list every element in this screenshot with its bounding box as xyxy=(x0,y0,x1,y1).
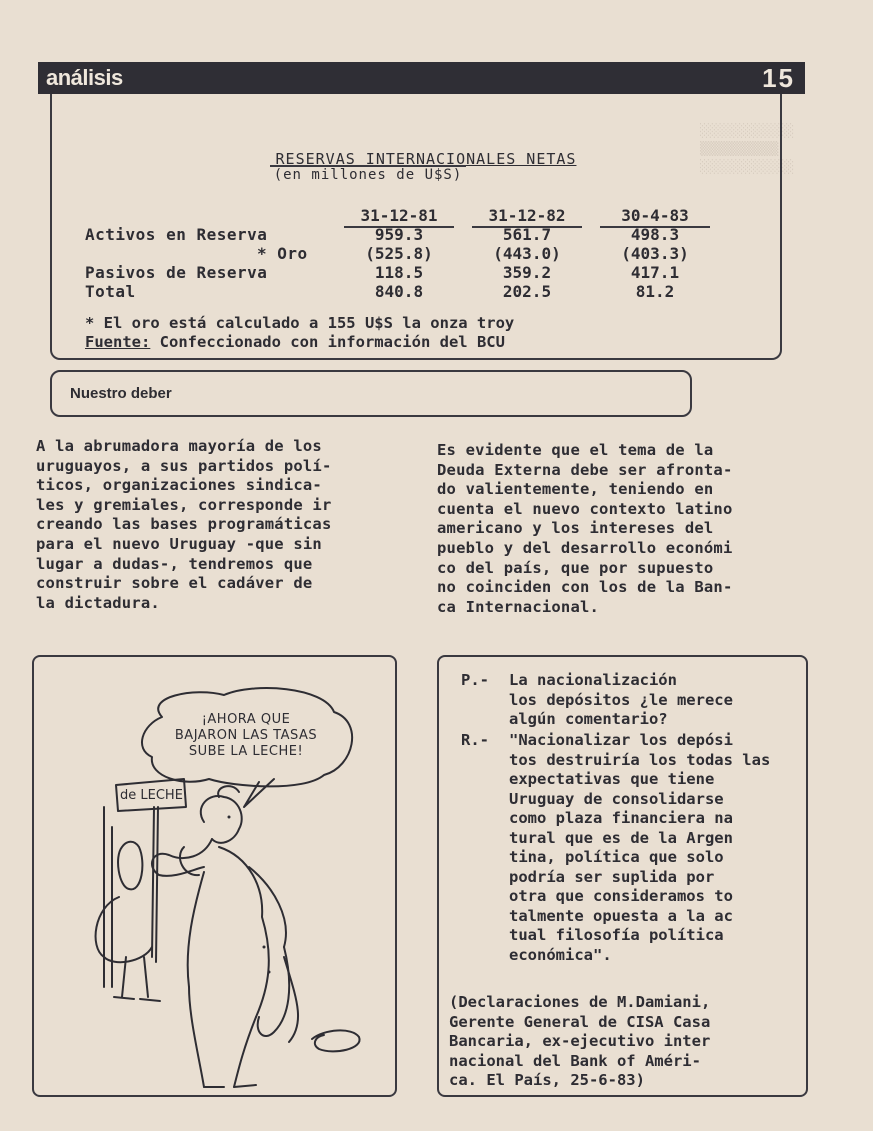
row-label-oro: * Oro xyxy=(257,244,308,263)
text-line: La nacionalización xyxy=(509,671,677,689)
bleed-through-texture: ░░░░░░░░░░░░ ▒▒▒▒▒▒▒▒▒▒ ░░░░░░░░░░░░ xyxy=(700,124,794,175)
column-header-2: 31-12-82 xyxy=(472,206,582,228)
table-cell: 359.2 xyxy=(502,263,552,282)
text-line: cuenta el nuevo contexto latino xyxy=(437,499,733,518)
section-heading: Nuestro deber xyxy=(70,385,172,402)
text-line: Gerente General de CISA Casa xyxy=(449,1012,711,1031)
header-bar xyxy=(38,62,805,94)
text-line: ticos, organizaciones sindica- xyxy=(36,476,322,495)
table-footnote: * El oro está calculado a 155 U$S la onza troy xyxy=(85,314,515,332)
text-line: podría ser suplida por xyxy=(509,867,715,886)
text-line: otra que consideramos to xyxy=(509,887,733,905)
interview-box xyxy=(437,655,808,1097)
text-line: expectativas que tiene xyxy=(509,770,715,788)
text-line: no coinciden con los de la Ban- xyxy=(437,578,733,597)
question-tag: P.- xyxy=(461,671,489,689)
text-line: tina, política que solo xyxy=(509,848,724,866)
reserves-table-box xyxy=(50,94,782,360)
text-line: lugar a dudas-, tendremos que xyxy=(36,554,313,573)
table-subtitle-wrap xyxy=(4,167,732,183)
shop-sign: de LECHE xyxy=(120,788,183,803)
text-line: americano y los intereses del xyxy=(437,519,714,538)
table-cell: 959.3 xyxy=(374,225,424,244)
text-line: para el nuevo Uruguay -que sin xyxy=(36,534,322,553)
text-line: tos destruiría los todas las xyxy=(509,750,771,769)
table-cell: (443.0) xyxy=(493,244,561,263)
text-line: como plaza financiera na xyxy=(509,809,733,827)
text-line: Bancaria, ex-ejecutivo inter xyxy=(449,1032,711,1050)
bubble-line: BAJARON LAS TASAS xyxy=(174,728,318,743)
speech-bubble-text xyxy=(146,712,346,760)
row-label-pasivos: Pasivos de Reserva xyxy=(85,263,268,282)
table-title: RESERVAS INTERNACIONALES NETAS xyxy=(275,150,577,168)
text-line: (Declaraciones de M.Damiani, xyxy=(449,993,711,1011)
bubble-line: SUBE LA LECHE! xyxy=(188,744,304,759)
text-line: les y gremiales, corresponde ir xyxy=(36,495,332,514)
column-header-1: 31-12-81 xyxy=(344,206,454,228)
table-cell: 498.3 xyxy=(630,225,680,244)
text-line: construir sobre el cadáver de xyxy=(36,574,313,593)
source-text: Confeccionado con información del BCU xyxy=(150,333,505,351)
table-cell: 118.5 xyxy=(374,263,424,282)
text-line: nacional del Bank of Améri- xyxy=(449,1051,701,1070)
right-column-text xyxy=(437,441,733,617)
text-line: tural que es de la Argen xyxy=(509,828,733,847)
text-line: Uruguay de consolidarse xyxy=(509,789,724,808)
bubble-line: ¡AHORA QUE xyxy=(201,712,291,727)
column-header-3: 30-4-83 xyxy=(600,206,710,228)
text-line: la dictadura. xyxy=(36,593,160,612)
text-line: A la abrumadora mayoría de los xyxy=(36,437,322,455)
text-line: pueblo y del desarrollo económi xyxy=(437,538,733,557)
table-cell: (525.8) xyxy=(365,244,433,263)
row-label-activos: Activos en Reserva xyxy=(85,225,268,244)
table-cell: 81.2 xyxy=(635,282,675,301)
table-subtitle: (en millones de U$S) xyxy=(270,165,467,183)
text-line: ca Internacional. xyxy=(437,597,600,616)
interview-source xyxy=(449,993,710,1091)
left-column-text xyxy=(36,437,332,613)
text-line: co del país, que por supuesto xyxy=(437,558,714,577)
cartoon-illustration xyxy=(32,655,397,1097)
table-cell: 202.5 xyxy=(502,282,552,301)
question-text xyxy=(509,671,733,730)
text-line: ca. El País, 25-6-83) xyxy=(449,1071,645,1089)
table-cell: 417.1 xyxy=(630,263,680,282)
text-line: tual filosofía política xyxy=(509,926,724,944)
text-line: económica". xyxy=(509,945,612,964)
answer-tag: R.- xyxy=(461,731,489,749)
section-heading-box xyxy=(50,370,692,417)
source-label: Fuente: xyxy=(85,333,151,351)
text-line: do valientemente, teniendo en xyxy=(437,480,714,499)
text-line: talmente opuesta a la ac xyxy=(509,906,733,925)
table-cell: (403.3) xyxy=(621,244,689,263)
page-number: 15 xyxy=(762,63,795,93)
text-line: los depósitos ¿le merece xyxy=(509,690,733,709)
text-line: algún comentario? xyxy=(509,710,668,728)
text-line: "Nacionalizar los depósi xyxy=(509,731,733,749)
table-source xyxy=(85,333,505,351)
text-line: Deuda Externa debe ser afronta- xyxy=(437,460,733,479)
row-label-total: Total xyxy=(85,282,136,301)
table-cell: 561.7 xyxy=(502,225,552,244)
answer-text xyxy=(509,731,770,965)
text-line: Es evidente que el tema de la xyxy=(437,441,714,459)
table-cell: 840.8 xyxy=(374,282,424,301)
text-line: creando las bases programáticas xyxy=(36,515,332,534)
section-title: análisis xyxy=(46,65,123,90)
text-line: uruguayos, a sus partidos polí- xyxy=(36,456,332,475)
